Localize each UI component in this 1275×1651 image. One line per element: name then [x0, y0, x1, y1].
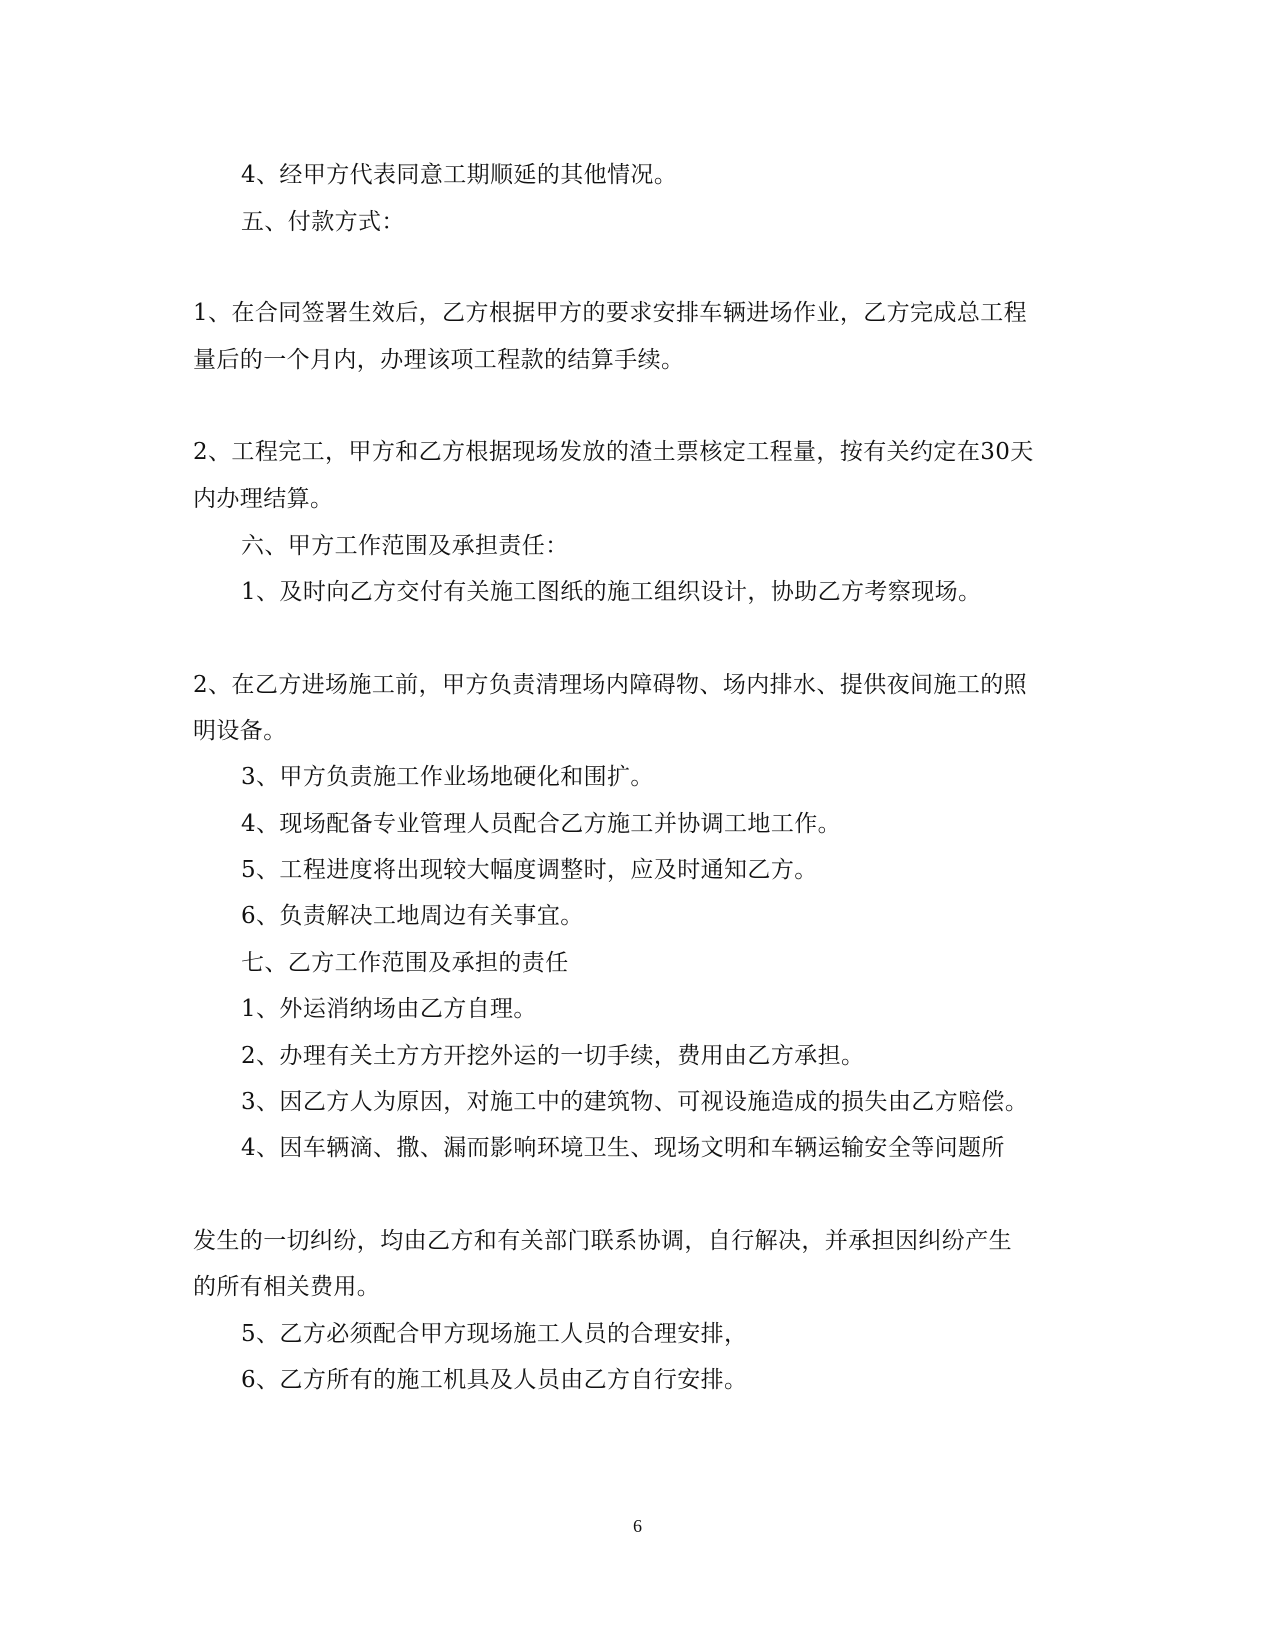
text-line: 5、工程进度将出现较大幅度调整时，应及时通知乙方。 [241, 857, 818, 883]
text-line: 明设备。 [193, 718, 287, 744]
text-line: 量后的一个月内，办理该项工程款的结算手续。 [193, 347, 685, 373]
text-line: 6、负责解决工地周边有关事宜。 [241, 903, 584, 929]
section-heading: 五、付款方式： [241, 209, 405, 235]
text-line: 的所有相关费用。 [193, 1274, 381, 1300]
section-heading: 七、乙方工作范围及承担的责任 [241, 950, 569, 976]
text-line: 内办理结算。 [193, 486, 334, 512]
text-line: 1、及时向乙方交付有关施工图纸的施工组织设计，协助乙方考察现场。 [241, 579, 982, 605]
text-line: 6、乙方所有的施工机具及人员由乙方自行安排。 [241, 1367, 748, 1393]
text-line: 2、办理有关土方方开挖外运的一切手续，费用由乙方承担。 [241, 1043, 865, 1069]
text-line: 2、在乙方进场施工前，甲方负责清理场内障碍物、场内排水、提供夜间施工的照 [193, 672, 1028, 698]
text-line: 1、在合同签署生效后，乙方根据甲方的要求安排车辆进场作业，乙方完成总工程 [193, 300, 1028, 326]
text-line: 4、现场配备专业管理人员配合乙方施工并协调工地工作。 [241, 811, 842, 837]
section-heading: 六、甲方工作范围及承担责任： [241, 533, 569, 559]
page-number: 6 [633, 1516, 642, 1536]
text-line: 发生的一切纠纷，均由乙方和有关部门联系协调，自行解决，并承担因纠纷产生 [193, 1228, 1012, 1254]
text-line: 5、乙方必须配合甲方现场施工人员的合理安排， [241, 1321, 748, 1347]
text-line: 1、外运消纳场由乙方自理。 [241, 996, 537, 1022]
text-line: 3、甲方负责施工作业场地硬化和围扩。 [241, 764, 654, 790]
text-line: 4、因车辆滴、撒、漏而影响环境卫生、现场文明和车辆运输安全等问题所 [241, 1135, 1005, 1161]
text-line: 2、工程完工，甲方和乙方根据现场发放的渣土票核定工程量，按有关约定在30天 [193, 439, 1034, 465]
text-line: 4、经甲方代表同意工期顺延的其他情况。 [241, 162, 678, 188]
text-line: 3、因乙方人为原因，对施工中的建筑物、可视设施造成的损失由乙方赔偿。 [241, 1089, 1029, 1115]
